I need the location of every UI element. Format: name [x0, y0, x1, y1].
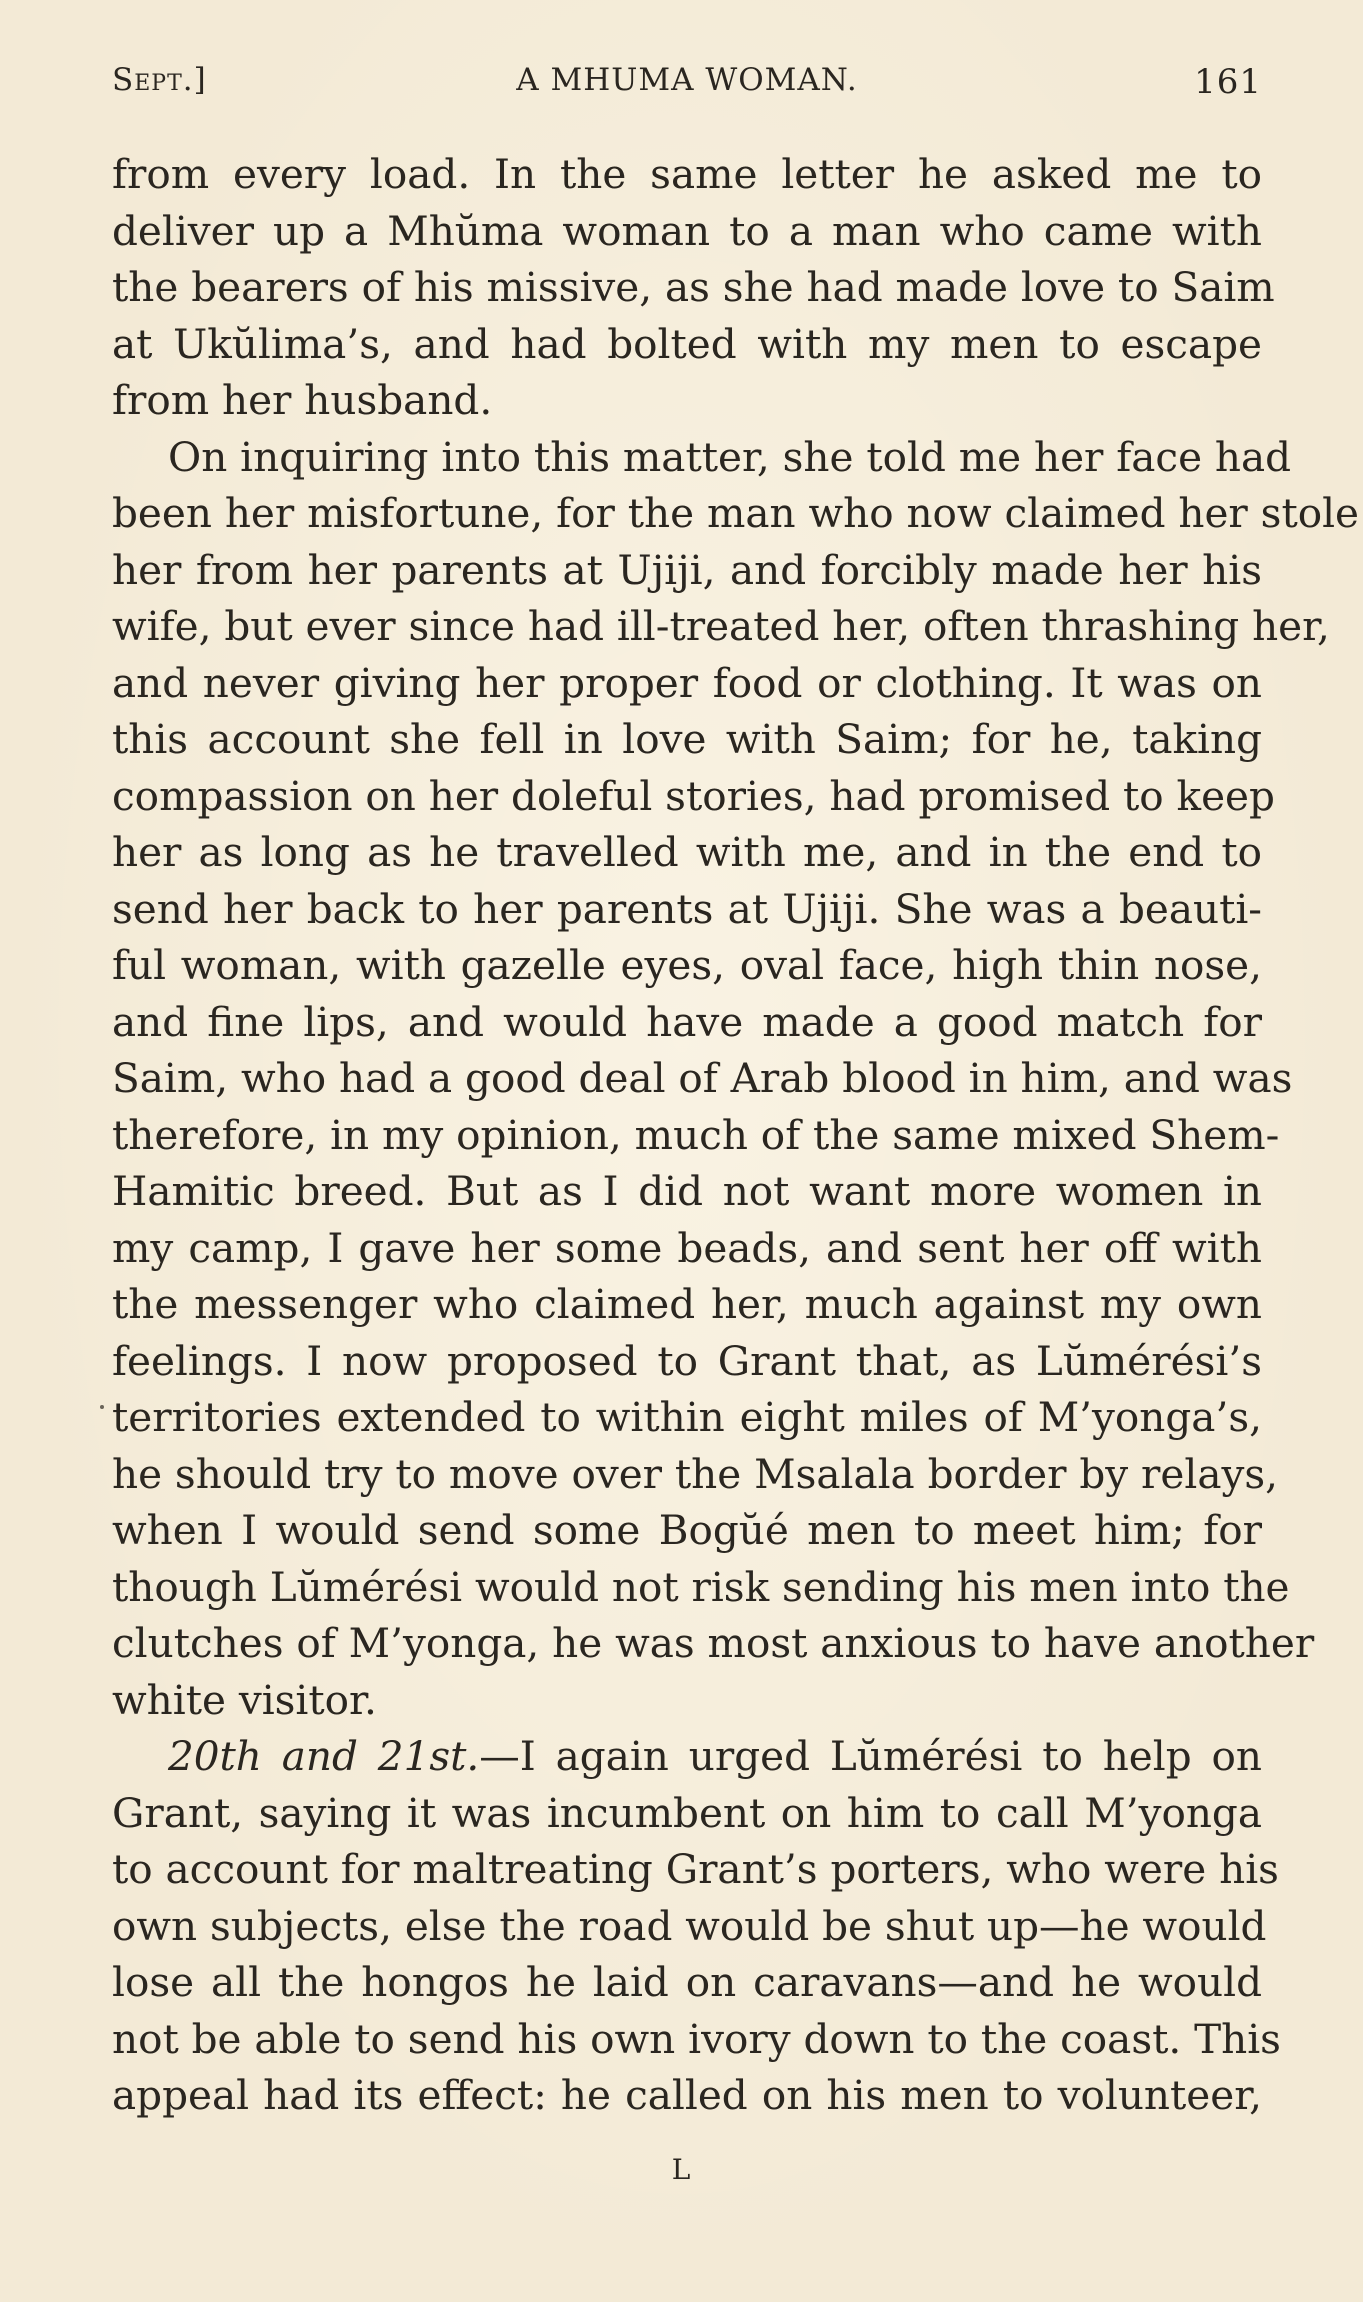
- text-line: the messenger who claimed her, much against my own: [112, 1280, 1262, 1328]
- date-line: [112, 1728, 1262, 1785]
- text-line: and fine lips, and would have made a good match for: [112, 997, 1262, 1046]
- text-line: send her back to her parents at Ujiji. She was a beauti-: [112, 884, 1262, 933]
- text-line: this account she fell in love with Saim; for he, taking: [112, 715, 1262, 763]
- text-line: the bearers of his missive, as she had made love to Saim: [112, 263, 1275, 311]
- text-line: her from her parents at Ujiji, and forcibly made her his: [112, 545, 1262, 594]
- page-number: 161: [1194, 62, 1262, 102]
- text-line: at Ukŭlima’s, and had bolted with my men to escape: [112, 319, 1262, 368]
- text-line: therefore, in my opinion, much of the same mixed Shem-: [112, 1110, 1280, 1159]
- text-line: though Lŭmérési would not risk sending his men into the: [112, 1562, 1290, 1611]
- text-line: from her husband.: [112, 376, 493, 424]
- text-line: he should try to move over the Msalala border by relays,: [112, 1449, 1279, 1498]
- text-line: her as long as he travelled with me, and in the end to: [112, 828, 1262, 876]
- margin-speck: [100, 1405, 104, 1409]
- text-line: appeal had its effect: he called on his men to volunteer,: [112, 2071, 1262, 2119]
- date-line-text: —I again urged Lŭmérési to help on: [479, 1732, 1262, 1780]
- text-line: On inquiring into this matter, she told me her face had: [168, 432, 1292, 481]
- running-header: [112, 62, 1262, 110]
- text-line: Hamitic breed. But as I did not want more women in: [112, 1167, 1262, 1215]
- text-line: Saim, who had a good deal of Arab blood in him, and was: [112, 1054, 1293, 1102]
- diary-date: 20th and 21st.: [168, 1732, 480, 1780]
- text-line: and never giving her proper food or clothing. It was on: [112, 658, 1262, 707]
- text-line: compassion on her doleful stories, had promised to keep: [112, 771, 1275, 820]
- header-month: Sept.]: [112, 62, 207, 98]
- text-line: territories extended to within eight miles of M’yonga’s,: [112, 1393, 1262, 1441]
- text-line: lose all the hongos he laid on caravans—and he would: [112, 1958, 1262, 2006]
- text-line: been her misfortune, for the man who now claimed her stole: [112, 489, 1360, 537]
- text-line: clutches of M’yonga, he was most anxious to have another: [112, 1619, 1315, 1667]
- text-line: from every load. In the same letter he asked me to: [112, 150, 1262, 198]
- signature-mark: L: [671, 2153, 692, 2186]
- text-line: white visitor.: [112, 1675, 377, 1724]
- text-line: own subjects, else the road would be shut up—he would: [112, 1901, 1267, 1950]
- text-line: not be able to send his own ivory down to the coast. This: [112, 2014, 1281, 2063]
- text-line: to account for maltreating Grant’s porters, who were his: [112, 1845, 1279, 1893]
- text-line: ful woman, with gazelle eyes, oval face, high thin nose,: [112, 941, 1262, 989]
- text-line: Grant, saying it was incumbent on him to call M’yonga: [112, 1788, 1262, 1837]
- header-title: A MHUMA WOMAN.: [516, 62, 858, 98]
- text-line: when I would send some Bogŭé men to meet him; for: [112, 1506, 1262, 1554]
- text-line: feelings. I now proposed to Grant that, as Lŭmérési’s: [112, 1336, 1262, 1385]
- text-line: my camp, I gave her some beads, and sent her off with: [112, 1223, 1262, 1272]
- body-text: [112, 146, 1360, 2124]
- text-line: wife, but ever since had ill-treated her, often thrashing her,: [112, 602, 1330, 650]
- text-line: deliver up a Mhŭma woman to a man who came with: [112, 206, 1262, 255]
